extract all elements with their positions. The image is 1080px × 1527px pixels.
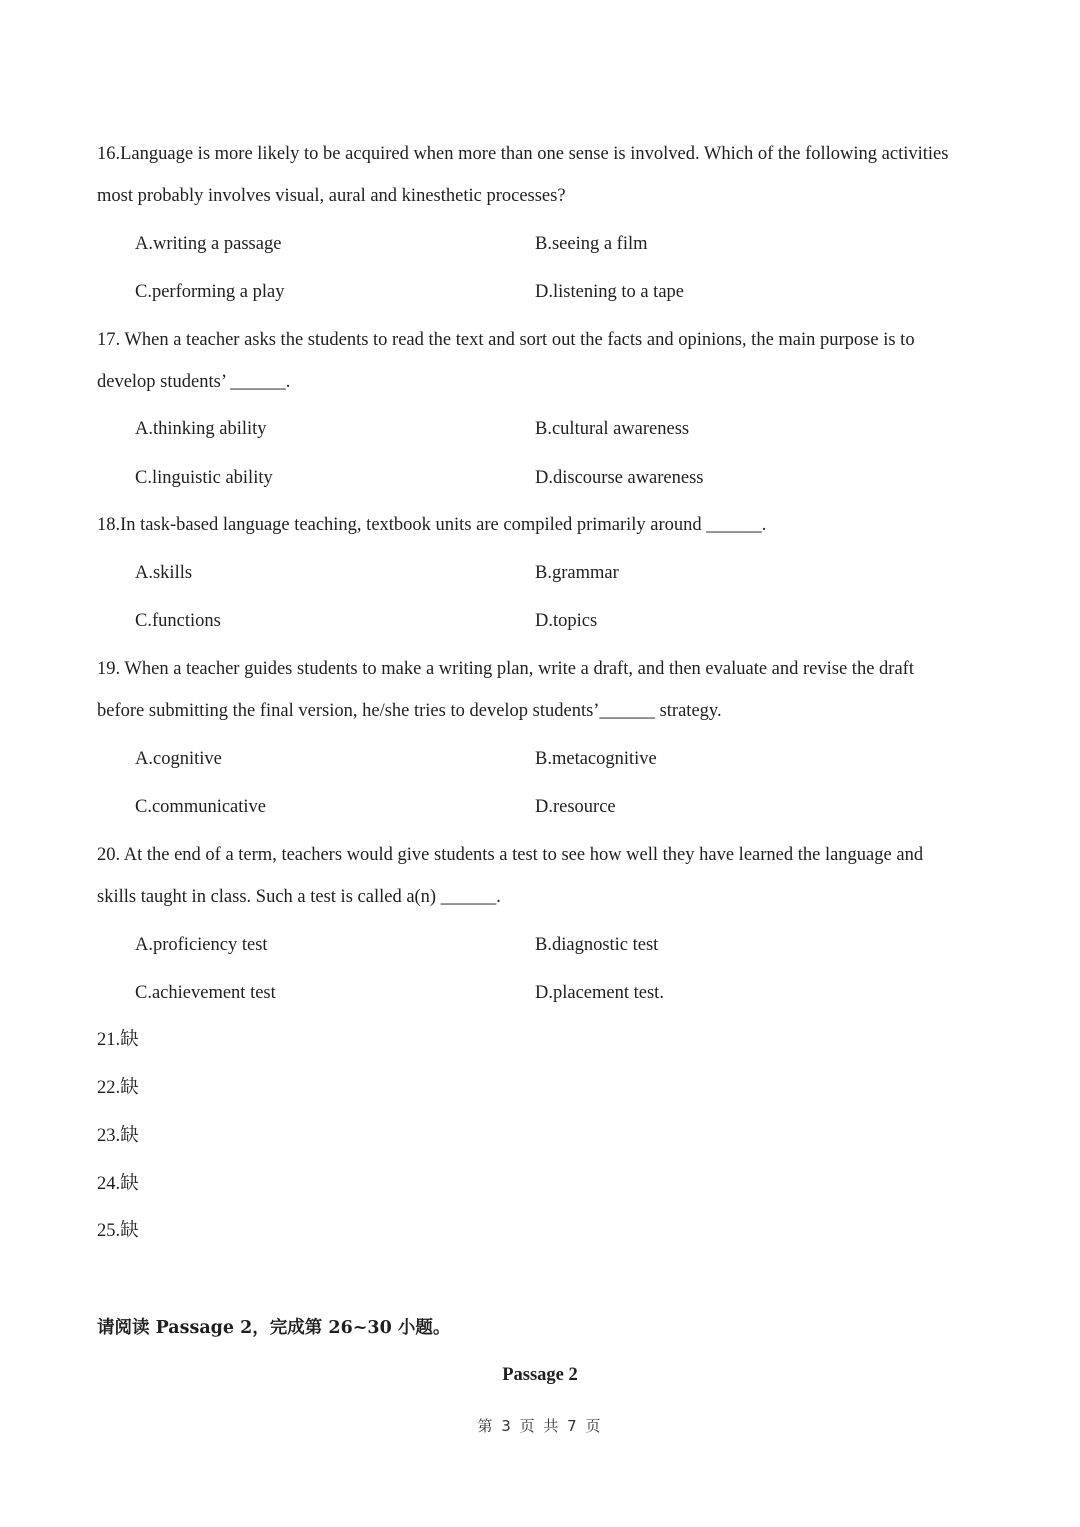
page-footer: 第 3 页 共 7 页 xyxy=(477,1417,603,1435)
question-19-stem-line-2: before submitting the final version, he/she tries to develop students’______ strategy. xyxy=(97,701,722,721)
question-16-option-c: C.performing a play xyxy=(135,282,285,302)
question-16-option-d: D.listening to a tape xyxy=(535,282,684,302)
question-17-stem-line-1: 17. When a teacher asks the students to read the text and sort out the facts and opinions, the main purpose is to xyxy=(97,330,915,350)
question-19-option-d: D.resource xyxy=(535,797,616,817)
missing-question-22: 22.缺 xyxy=(97,1078,139,1098)
passage-title: Passage 2 xyxy=(502,1365,578,1385)
missing-question-21: 21.缺 xyxy=(97,1030,139,1050)
section-instruction: 请阅读 Passage 2，完成第 26~30 小题。 xyxy=(97,1318,451,1338)
missing-question-23: 23.缺 xyxy=(97,1126,139,1146)
question-20-stem-line-2: skills taught in class. Such a test is called a(n) ______. xyxy=(97,887,501,907)
missing-question-25: 25.缺 xyxy=(97,1221,139,1241)
question-20-option-d: D.placement test. xyxy=(535,983,664,1003)
question-20-option-a: A.proficiency test xyxy=(135,935,268,955)
question-19-option-a: A.cognitive xyxy=(135,749,222,769)
question-17-option-b: B.cultural awareness xyxy=(535,419,690,439)
missing-question-24: 24.缺 xyxy=(97,1174,139,1194)
question-16-option-a: A.writing a passage xyxy=(135,234,282,254)
question-20-option-b: B.diagnostic test xyxy=(535,935,659,955)
question-18-option-b: B.grammar xyxy=(535,563,619,583)
question-18-option-c: C.functions xyxy=(135,611,221,631)
question-18-stem-line-1: 18.In task-based language teaching, textbook units are compiled primarily around ______. xyxy=(97,515,767,535)
question-19-stem-line-1: 19. When a teacher guides students to make a writing plan, write a draft, and then evaluate and revise the draft xyxy=(97,659,914,679)
question-17-option-c: C.linguistic ability xyxy=(135,468,273,488)
question-16-stem-line-2: most probably involves visual, aural and kinesthetic processes? xyxy=(97,186,566,206)
question-16-option-b: B.seeing a film xyxy=(535,234,648,254)
question-18-option-a: A.skills xyxy=(135,563,193,583)
question-20-stem-line-1: 20. At the end of a term, teachers would give students a test to see how well they have learned the language and xyxy=(97,845,924,865)
question-20-option-c: C.achievement test xyxy=(135,983,276,1003)
question-17-option-a: A.thinking ability xyxy=(135,419,267,439)
question-16-stem-line-1: 16.Language is more likely to be acquired when more than one sense is involved. Which of the following activities xyxy=(97,144,949,164)
question-17-option-d: D.discourse awareness xyxy=(535,468,704,488)
question-18-option-d: D.topics xyxy=(535,611,598,631)
question-17-stem-line-2: develop students’ ______. xyxy=(97,372,291,392)
question-19-option-b: B.metacognitive xyxy=(535,749,657,769)
question-19-option-c: C.communicative xyxy=(135,797,267,817)
